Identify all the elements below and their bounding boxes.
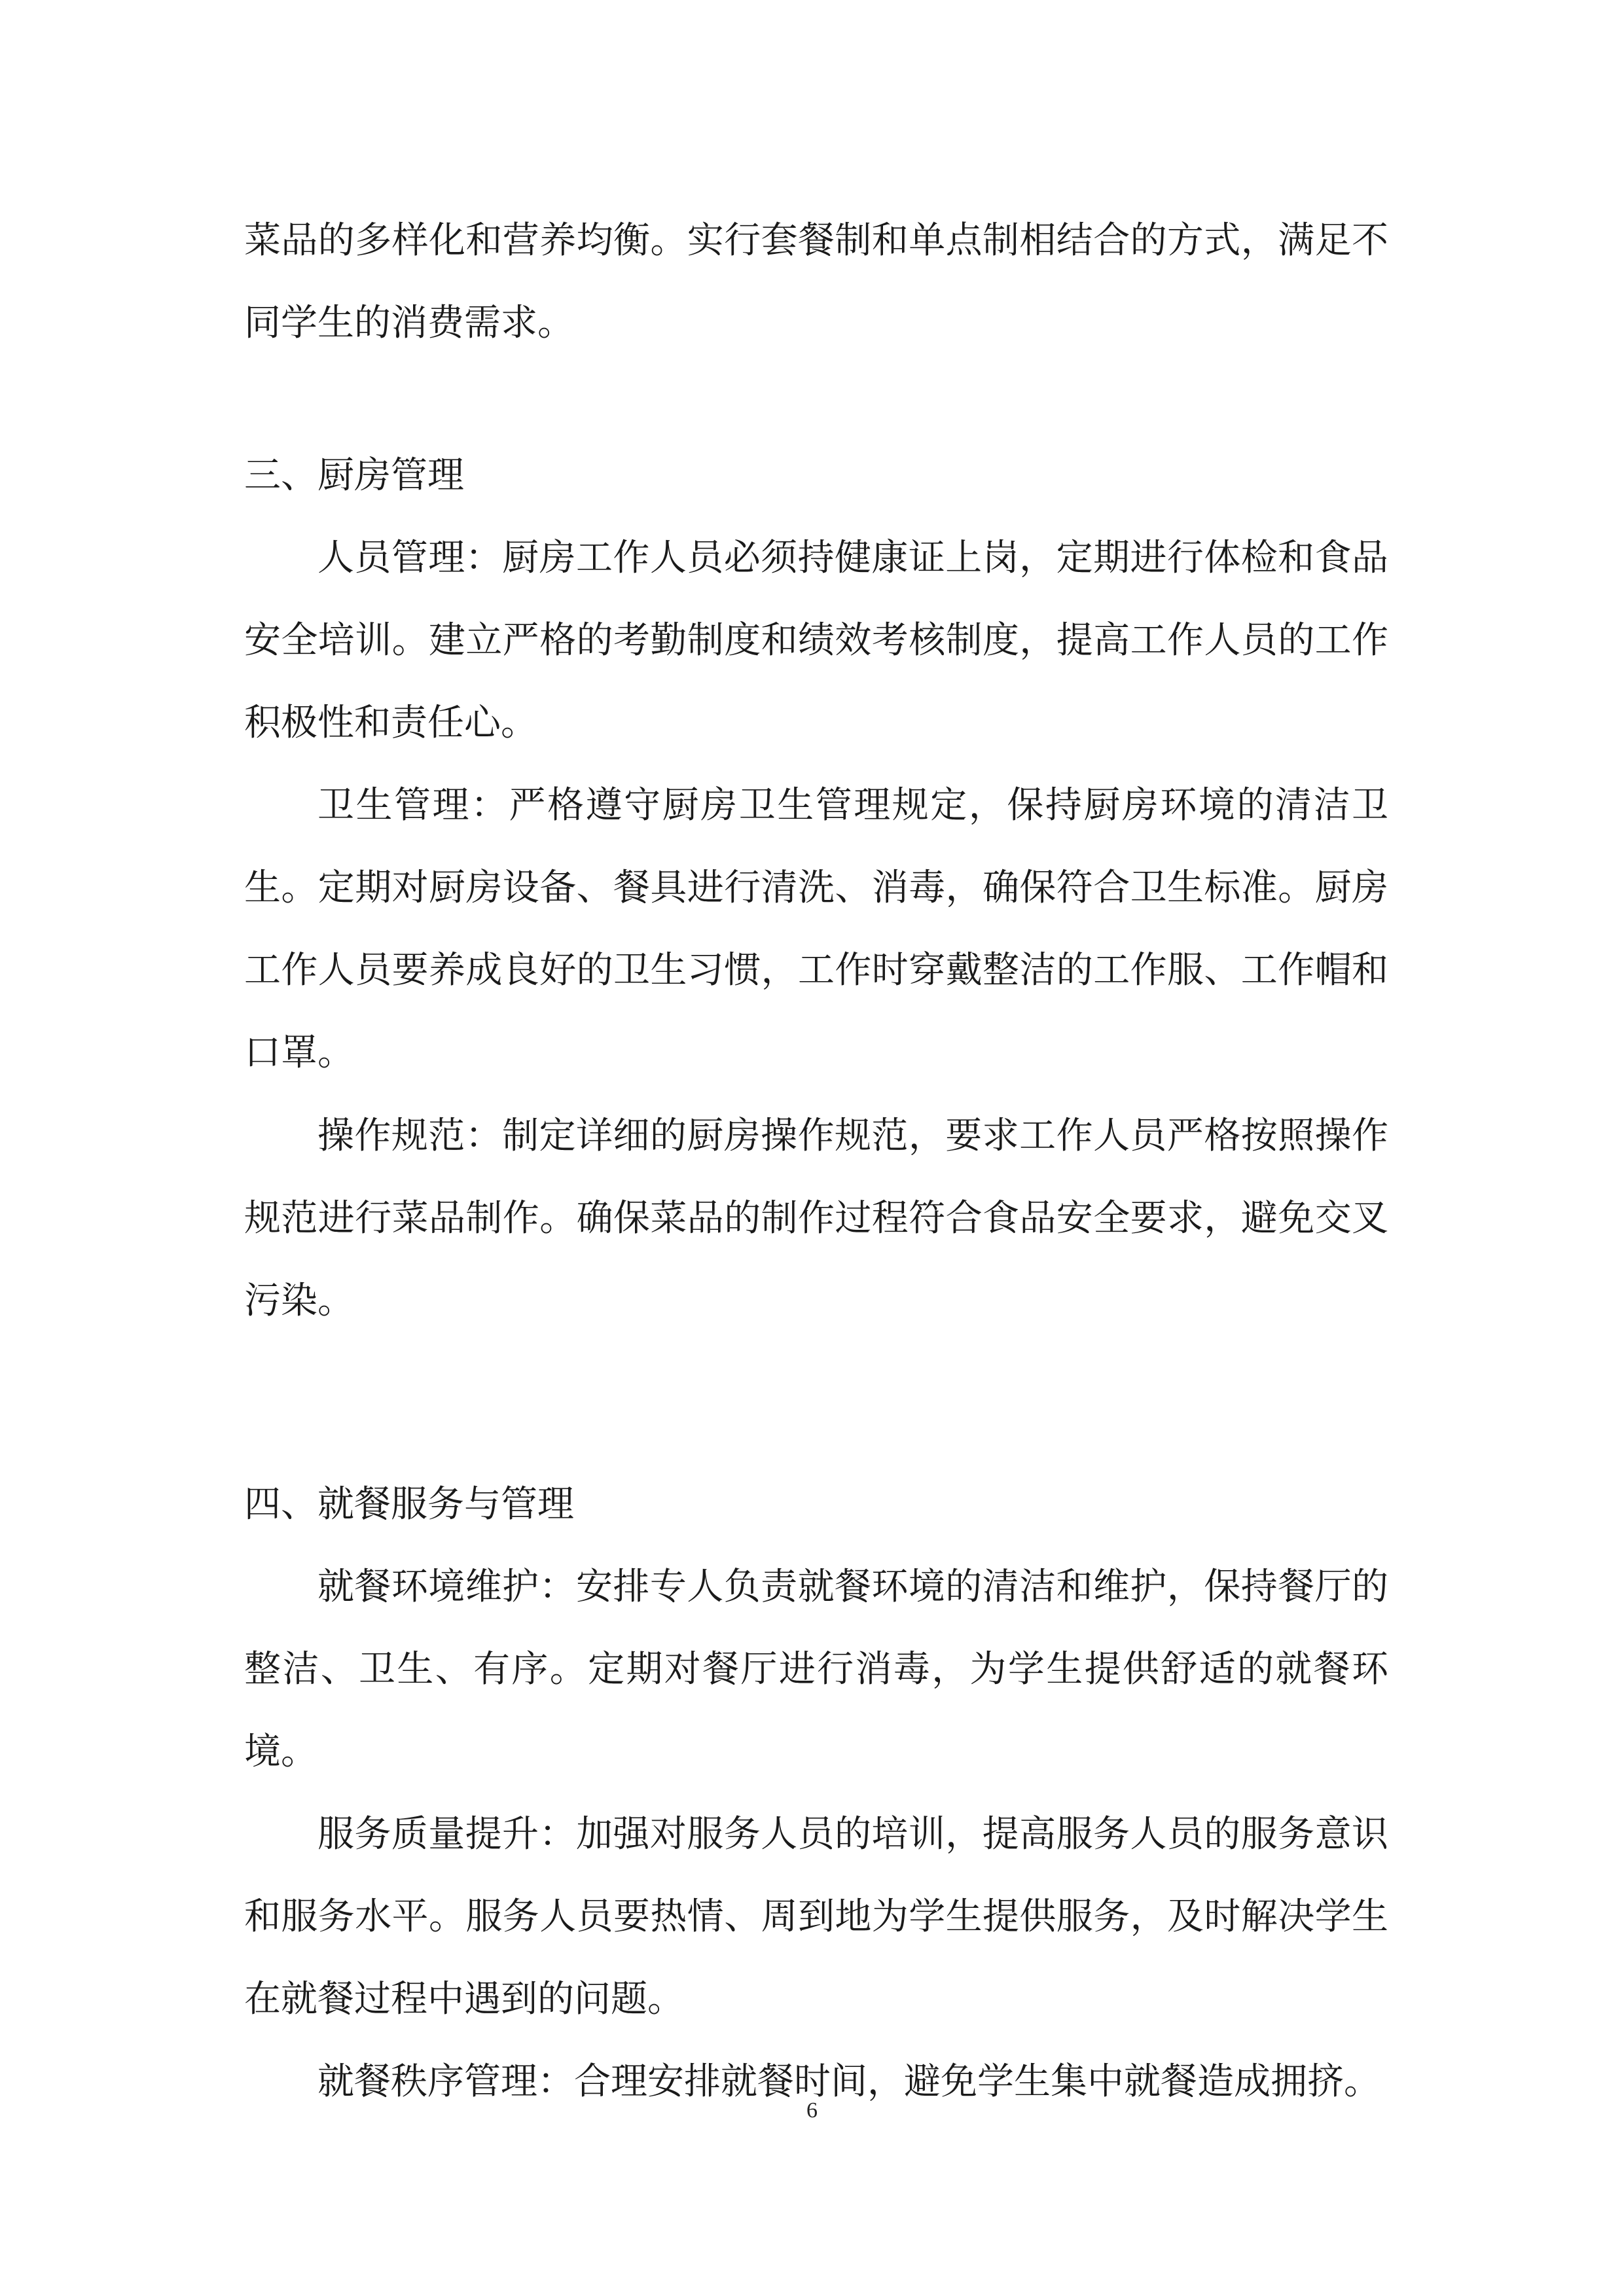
paragraph-operating-standards: 操作规范：制定详细的厨房操作规范，要求工作人员严格按照操作规范进行菜品制作。确保菜品的制作过程符合食品安全要求，避免交叉污染。 <box>244 1115 1388 1322</box>
page-number: 6 <box>806 2098 818 2123</box>
paragraph-dining-environment: 就餐环境维护：安排专人负责就餐环境的清洁和维护，保持餐厅的整洁、卫生、有序。定期对餐厅进行消毒，为学生提供舒适的就餐环境。 <box>244 1566 1388 1773</box>
paragraph-hygiene-management: 卫生管理：严格遵守厨房卫生管理规定，保持厨房环境的清洁卫生。定期对厨房设备、餐具进行清洗、消毒，确保符合卫生标准。厨房工作人员要养成良好的卫生习惯，工作时穿戴整洁的工作服、工作帽和口罩。 <box>244 784 1388 1074</box>
section-heading-kitchen-management: 三、厨房管理 <box>244 454 464 497</box>
section-heading-dining-service: 四、就餐服务与管理 <box>244 1483 574 1526</box>
paragraph-dining-order: 就餐秩序管理：合理安排就餐时间，避免学生集中就餐造成拥挤。 <box>317 2060 1380 2103</box>
paragraph-service-quality: 服务质量提升：加强对服务人员的培训，提高服务人员的服务意识和服务水平。服务人员要热情、周到地为学生提供服务，及时解决学生在就餐过程中遇到的问题。 <box>244 1813 1388 2020</box>
paragraph-staff-management: 人员管理：厨房工作人员必须持健康证上岗，定期进行体检和食品安全培训。建立严格的考勤制度和绩效考核制度，提高工作人员的工作积极性和责任心。 <box>244 537 1388 744</box>
paragraph-menu-variety: 菜品的多样化和营养均衡。实行套餐制和单点制相结合的方式，满足不同学生的消费需求。 <box>244 219 1388 344</box>
